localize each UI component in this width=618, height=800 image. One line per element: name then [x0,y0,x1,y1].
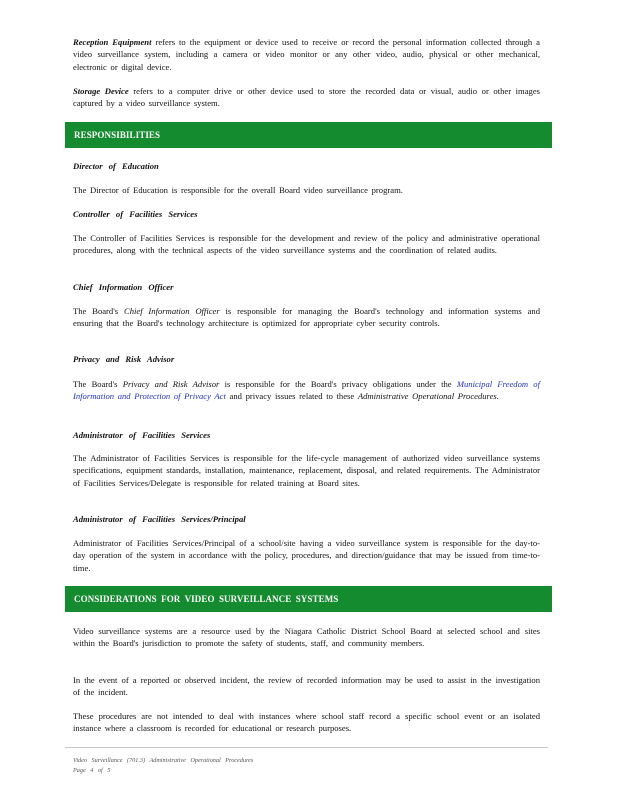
role-heading-controller: Controller of Facilities Services [73,209,198,219]
role-text-cio [73,305,540,330]
role-heading-privacy: Privacy and Risk Advisor [73,354,175,364]
role-heading-director: Director of Education [73,161,159,171]
privacy-text-part: Administrative Operational Procedures. [357,391,499,402]
definition-storage-device [73,85,540,110]
considerations-paragraph-1: Video surveillance systems are a resource used by the Niagara Catholic District School Board at selected school and sites within the Board's jurisdiction to promote the safety of students, staff, and community members. [73,626,540,649]
role-text-controller: The Controller of Facilities Services is responsible for the development and review of the policy and administrative operational procedures, along with the technical aspects of the video surveillance systems and the coordination of related audits. [73,233,540,256]
privacy-title: Privacy and Risk Advisor [122,379,220,389]
role-text-principal: Administrator of Facilities Services/Principal of a school/site having a video surveillance system is responsible for the day-to-day operation of the system in accordance with the policy, procedures, and direction/guidance that may be issued from time-to-time. [73,538,540,573]
footer-page-number: Page 4 of 5 [73,767,111,774]
definition-text: refers to a computer drive or other device used to store the recorded data or visual, audio or other images captured by a video surveillance system. [73,86,541,109]
considerations-paragraph-2: In the event of a reported or observed incident, the review of recorded information may be used to assist in the investigation of the incident. [73,675,540,698]
considerations-paragraph-3: These procedures are not intended to deal with instances where school staff record a specific school event or an isolated instance where a classroom is recorded for educational or research purposes. [73,711,540,734]
privacy-text-part: The Board's [73,379,118,389]
cio-text-part: is responsible for managing the Board's technology and information systems and ensuring that the Board's technology architecture is optimized for appropriate cyber security controls. [73,306,540,329]
role-text-privacy [73,378,540,403]
cio-title: Chief Information Officer [123,306,220,316]
role-heading-administrator: Administrator of Facilities Services [73,430,211,440]
term-reception-equipment: Reception Equipment [73,37,152,47]
cio-text-part: The Board's [73,306,119,316]
footer-document-title: Video Surveillance (701.3) Administrative Operational Procedures [73,757,254,764]
section-header-considerations: CONSIDERATIONS FOR VIDEO SURVEILLANCE SYSTEMS [65,586,552,612]
term-storage-device: Storage Device [73,86,129,96]
section-header-responsibilities: RESPONSIBILITIES [65,122,552,148]
role-heading-principal: Administrator of Facilities Services/Principal [73,514,246,524]
footer-divider [65,747,548,748]
privacy-text-part: and privacy issues related to these [229,391,355,402]
mfippa-link[interactable]: Municipal Freedom of Information and Protection of Privacy Act [73,379,540,402]
privacy-text-part: is responsible for the Board's privacy obligations under the [224,379,452,389]
role-text-director: The Director of Education is responsible for the overall Board video surveillance program. [73,185,403,195]
definition-reception-equipment [73,36,540,73]
role-heading-cio: Chief Information Officer [73,282,174,292]
definition-text: refers to the equipment or device used to receive or record the personal information collected through a video surveillance system, including a camera or video monitor or any other video, audio, physical or other mechanical, electronic or digital device. [73,37,540,72]
role-text-administrator: The Administrator of Facilities Services is responsible for the life-cycle management of authorized video surveillance systems specifications, equipment standards, installation, maintenance, replacement, disposal, and related requirements. The Administrator of Facilities Services/Delegate is responsible for related training at Board sites. [73,453,540,488]
